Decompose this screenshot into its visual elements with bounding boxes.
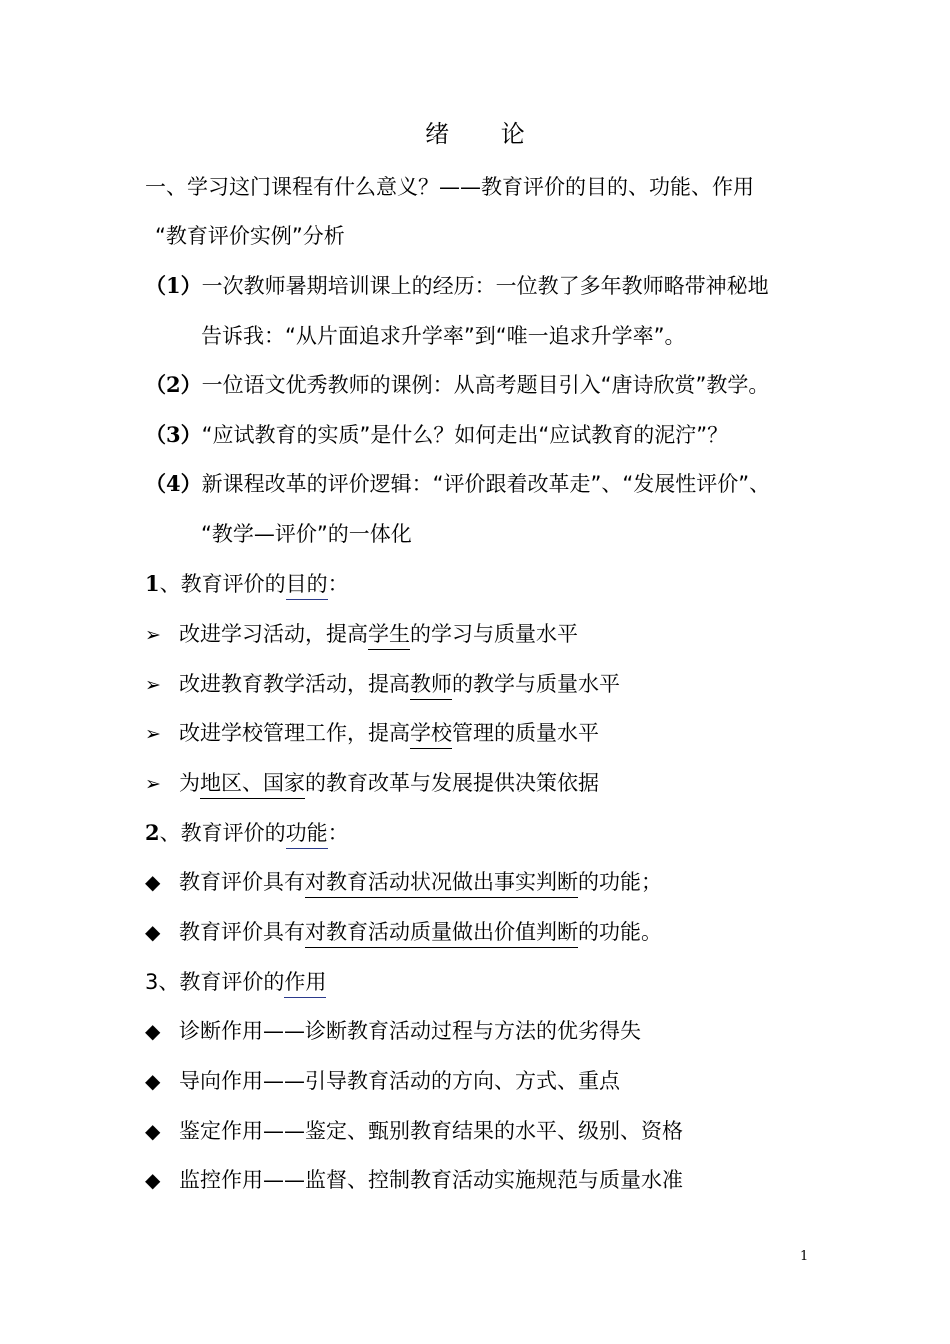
arrow-bullet-icon: ➢: [145, 624, 161, 646]
purpose-item: ➢ 改进学校管理工作，提高学校管理的质量水平: [145, 718, 599, 749]
case-item-3: [145, 420, 728, 450]
section-subheading: “教育评价实例”分析: [155, 224, 345, 248]
function-item: ◆ 教育评价具有对教育活动状况做出事实判断的功能；: [145, 867, 662, 897]
purpose-item: ➢ 改进学习活动，提高学生的学习与质量水平: [145, 619, 578, 650]
function-heading: 2、教育评价的功能：: [145, 818, 349, 848]
arrow-bullet-icon: ➢: [145, 723, 161, 745]
keyword-underlined: 学生: [368, 622, 410, 650]
heading-number: 1: [145, 571, 160, 596]
keyword-underlined: 地区、国家: [200, 771, 305, 799]
heading-number: 2: [145, 820, 160, 845]
case-number: （2）: [145, 372, 202, 397]
diamond-bullet-icon: ◆: [145, 1019, 161, 1043]
case-text: 一位语文优秀教师的课例：从高考题目引入“唐诗欣赏”教学。: [201, 373, 770, 397]
case-item-1: [145, 271, 769, 301]
role-item: ◆ 导向作用——引导教育活动的方向、方式、重点: [145, 1066, 620, 1096]
purpose-heading: 1、教育评价的目的：: [145, 569, 349, 599]
diamond-bullet-icon: ◆: [145, 920, 161, 944]
diamond-bullet-icon: ◆: [145, 1069, 161, 1093]
purpose-item: ➢ 改进教育教学活动，提高教师的教学与质量水平: [145, 669, 620, 700]
keyword-underlined: 目的: [286, 572, 328, 600]
role-item: ◆ 鉴定作用——鉴定、甄别教育结果的水平、级别、资格: [145, 1116, 683, 1146]
diamond-bullet-icon: ◆: [145, 1168, 161, 1192]
case-item-4-continuation: “教学—评价”的一体化: [201, 522, 412, 546]
case-item-2: [145, 370, 769, 400]
function-item: ◆ 教育评价具有对教育活动质量做出价值判断的功能。: [145, 917, 662, 947]
keyword-underlined: 对教育活动状况做出事实判断: [305, 870, 578, 898]
keyword-underlined: 功能: [286, 821, 328, 849]
keyword-underlined: 教师: [410, 672, 452, 700]
case-number: （1）: [145, 273, 202, 298]
case-item-1-continuation: 告诉我：“从片面追求升学率”到“唯一追求升学率”。: [201, 324, 686, 348]
keyword-underlined: 学校: [410, 721, 452, 749]
diamond-bullet-icon: ◆: [145, 870, 161, 894]
role-item: ◆ 监控作用——监督、控制教育活动实施规范与质量水准: [145, 1165, 683, 1195]
case-number: （3）: [145, 422, 202, 447]
case-number: （4）: [145, 471, 202, 496]
case-text: 新课程改革的评价逻辑：“评价跟着改革走”、“发展性评价”、: [201, 472, 771, 496]
arrow-bullet-icon: ➢: [145, 674, 161, 696]
arrow-bullet-icon: ➢: [145, 773, 161, 795]
keyword-underlined: 作用: [284, 970, 326, 998]
role-heading: 3、教育评价的作用: [145, 967, 326, 997]
case-text: 一次教师暑期培训课上的经历：一位教了多年教师略带神秘地: [201, 274, 769, 298]
keyword-underlined: 对教育活动质量做出价值判断: [305, 920, 578, 948]
section-heading: 一、学习这门课程有什么意义？——教育评价的目的、功能、作用: [145, 175, 754, 199]
purpose-item: ➢ 为地区、国家的教育改革与发展提供决策依据: [145, 768, 599, 799]
page-number: 1: [800, 1249, 809, 1264]
case-text: “应试教育的实质”是什么？如何走出“应试教育的泥泞”？: [201, 423, 729, 447]
case-item-4: [145, 469, 770, 499]
page-title: 绪 论: [425, 120, 547, 148]
role-item: ◆ 诊断作用——诊断教育活动过程与方法的优劣得失: [145, 1016, 641, 1046]
diamond-bullet-icon: ◆: [145, 1119, 161, 1143]
